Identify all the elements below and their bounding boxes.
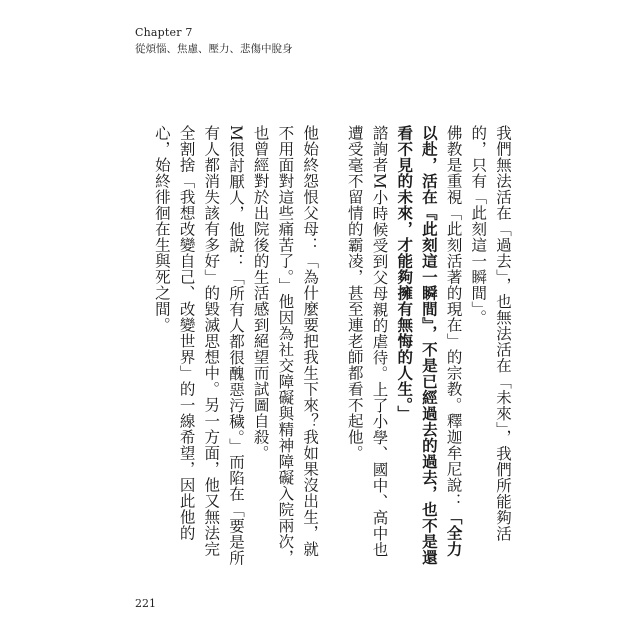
chapter-label: Chapter 7: [135, 26, 193, 39]
page-number: 221: [135, 597, 156, 610]
paragraph: 他始終怨恨父母：「為什麼要把我生下來？我如果沒出生，就不用面對這些痛苦了。」他因為社交障礙與精神障礙入院兩次，也曾經對於出院後的生活感到絕望而試圖自殺。: [251, 125, 320, 566]
section-title: 從煩惱、焦慮、壓力、悲傷中脫身: [135, 43, 293, 55]
paragraph-lead: 佛教是重視「此刻活著的現在」的宗教。釋迦牟尼說：: [444, 125, 463, 509]
paragraph: M很討厭人，他說：「所有人都很醜惡污穢。」而陷在「要是所有人都消失該有多好」的毀滅思想中。另一方面，他又無法完全割捨「我想改變自己、改變世界」的一線希望，因此他的心，始終徘徊在生與死之間。: [152, 125, 245, 566]
running-head: [135, 25, 293, 57]
paragraph: 我們無法活在「過去」，也無法活在「未來」，我們所能夠活的，只有「此刻這一瞬間」。: [469, 125, 512, 542]
emphasized-quote: 「全力以赴，活在『此刻這一瞬間』，不是已經過去的過去，也不是還看不見的未來，才能夠擁有無悔的人生。」: [395, 125, 464, 566]
paragraph: 諮詢者M小時候受到父母親的虐待。上了小學、國中、高中也遭受毫不留情的霸凌，甚至連老師都看不起他。: [345, 125, 389, 558]
paragraph: [391, 125, 465, 570]
vertical-body-text: [115, 125, 515, 570]
